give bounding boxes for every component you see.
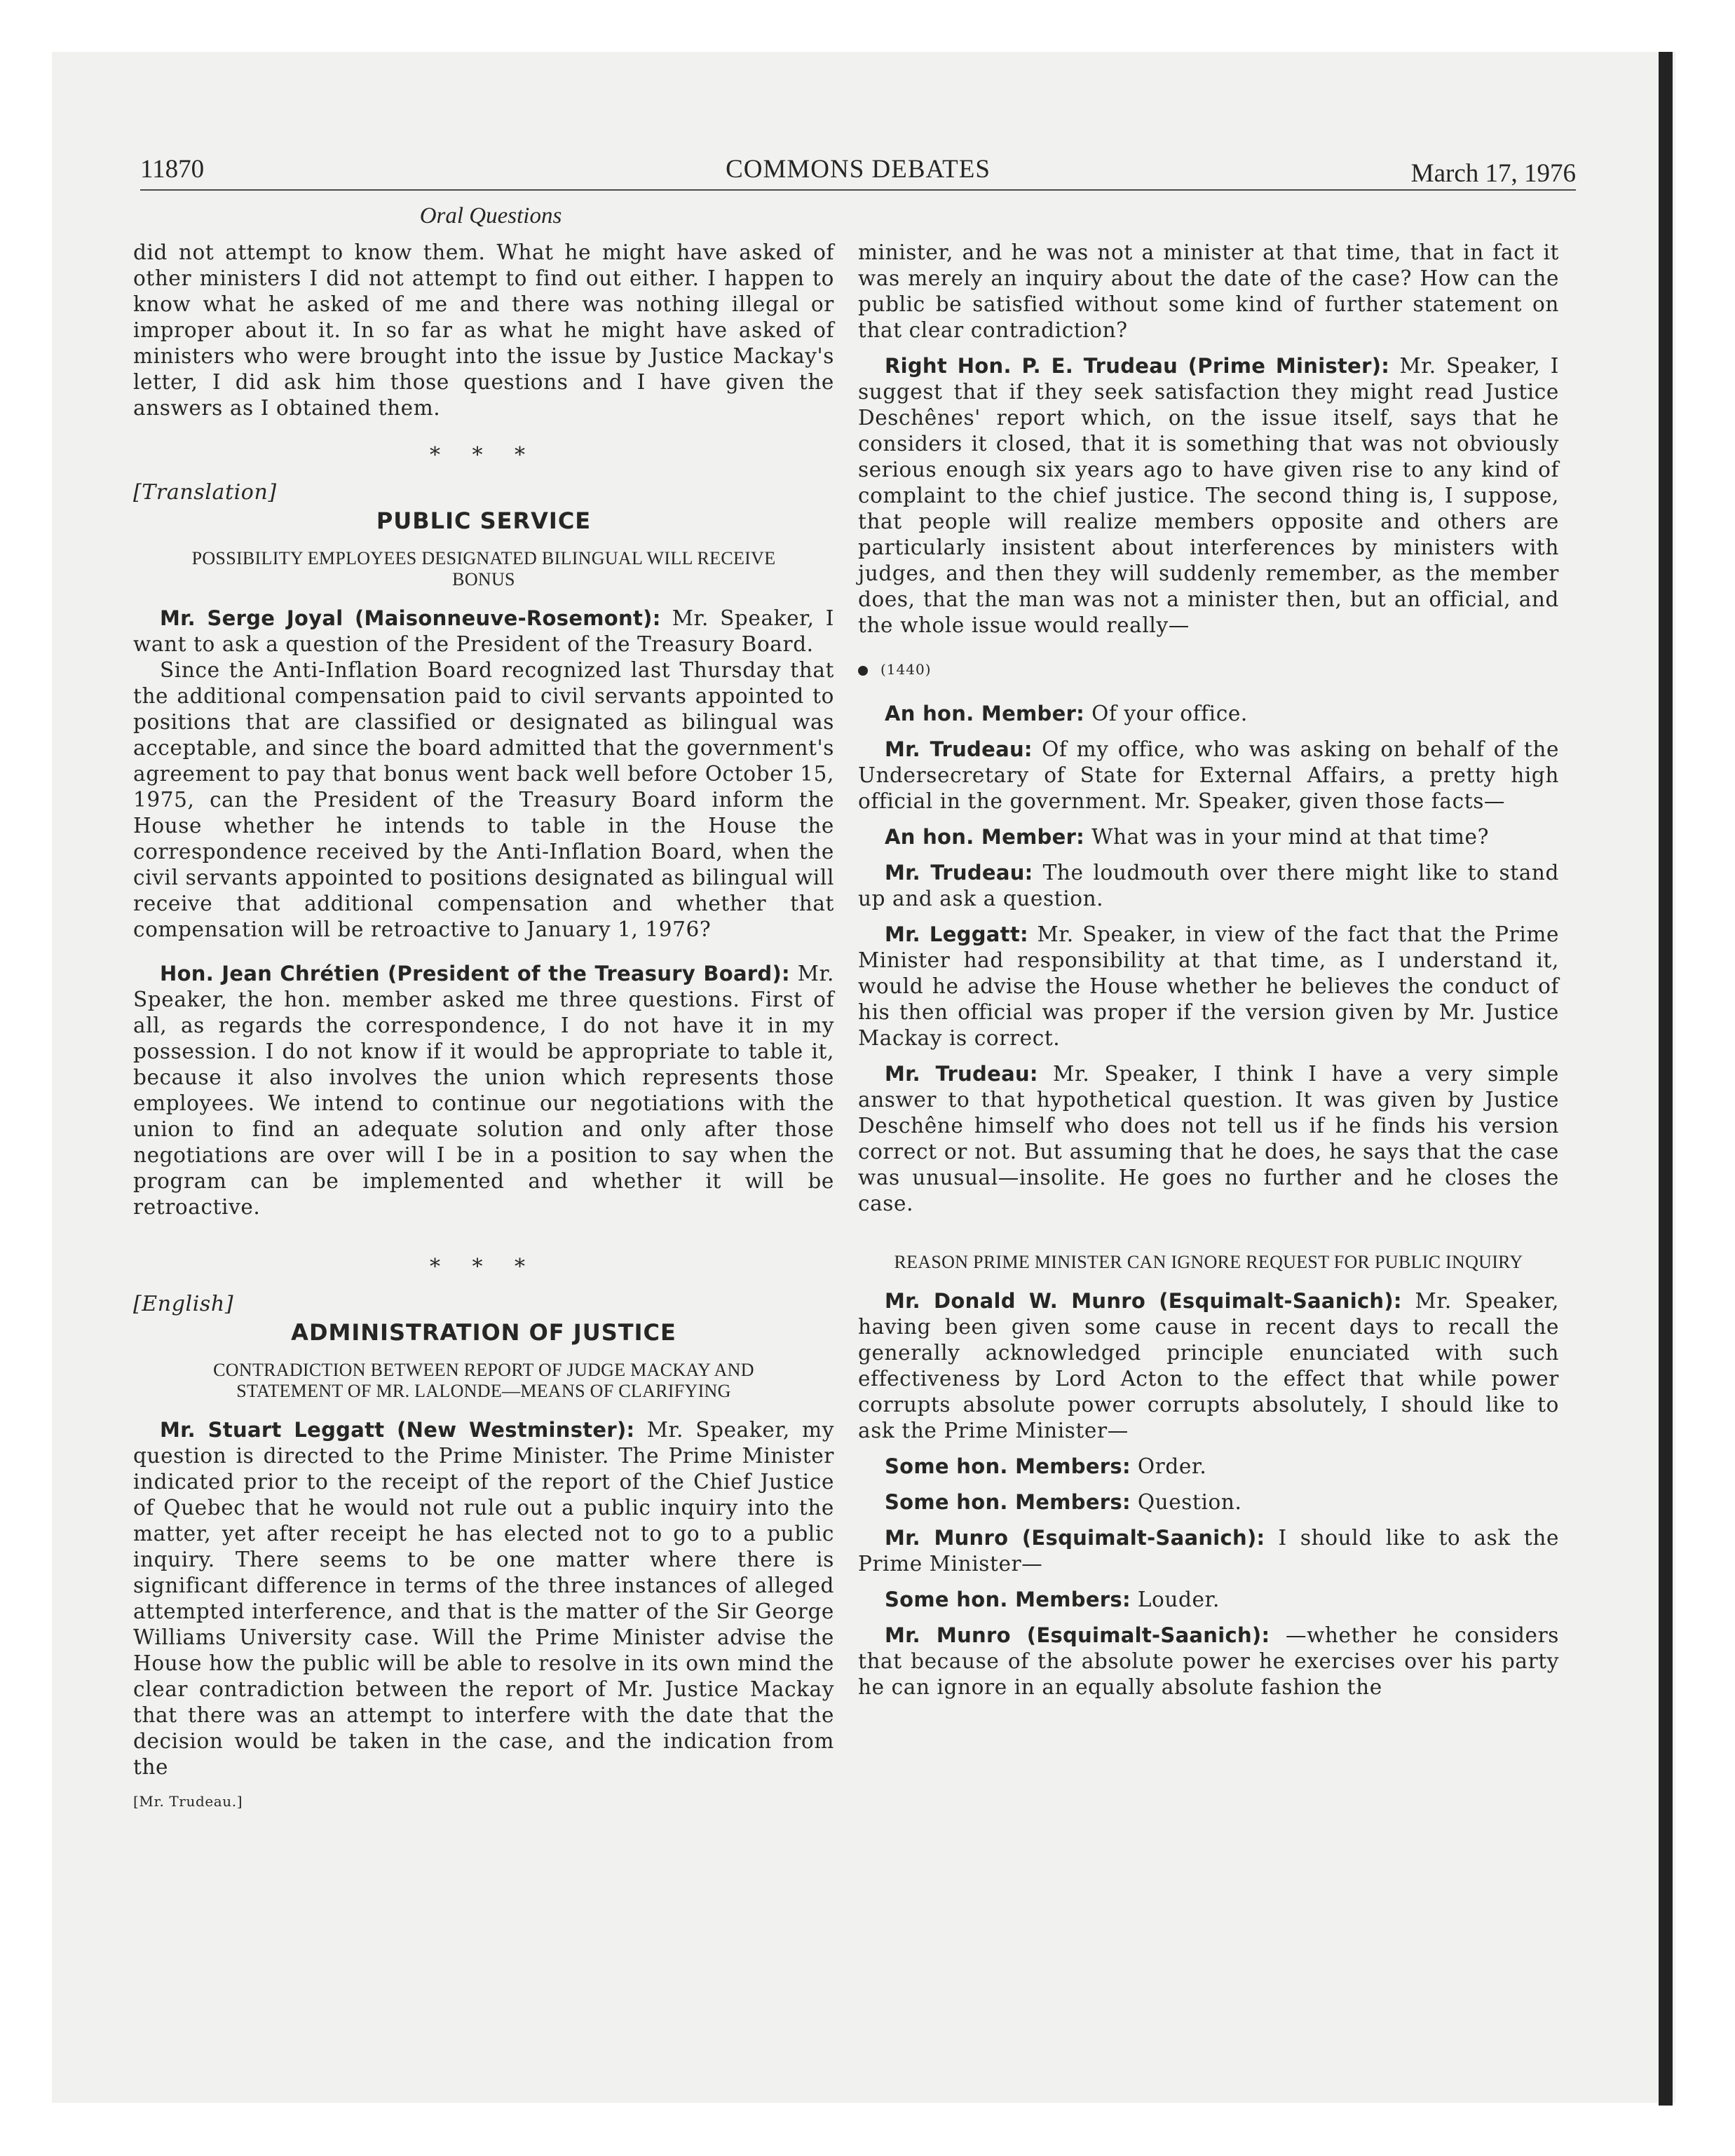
subheading: REASON PRIME MINISTER CAN IGNORE REQUEST FOR PUBLIC INQUIRY bbox=[894, 1252, 1523, 1272]
bullet-icon bbox=[858, 666, 868, 676]
subheading: CONTRADICTION BETWEEN REPORT OF JUDGE MACKAY AND STATEMENT OF MR. LALONDE—MEANS OF CLARIFYING bbox=[213, 1360, 754, 1401]
speech-text: What was in your mind at that time? bbox=[1091, 825, 1489, 849]
speaker-name: Mr. Munro (Esquimalt-Saanich): bbox=[885, 1526, 1265, 1550]
speaker-name: Mr. Leggatt: bbox=[885, 922, 1028, 946]
speech bbox=[858, 353, 1559, 639]
left-column bbox=[133, 240, 834, 1815]
speech bbox=[858, 860, 1559, 912]
speech-text: Of your office. bbox=[1091, 702, 1248, 725]
speech bbox=[858, 1288, 1559, 1444]
speaker-name: Right Hon. P. E. Trudeau (Prime Minister): bbox=[885, 354, 1390, 378]
speech-text: Mr. Speaker, I want to ask a question of the President of the Treasury Board. bbox=[133, 606, 834, 656]
speech-text: —whether he considers that because of the absolute power he exercises over his party he can ignore in an equally absolute fashion the bbox=[858, 1623, 1560, 1699]
speech-text: I should like to ask the Prime Minister— bbox=[858, 1526, 1559, 1576]
subheading: POSSIBILITY EMPLOYEES DESIGNATED BILINGUAL WILL RECEIVE BONUS bbox=[191, 548, 776, 589]
speech-text: Question. bbox=[1137, 1490, 1242, 1514]
speaker-name: Some hon. Members: bbox=[885, 1490, 1131, 1514]
speech bbox=[133, 606, 834, 657]
speaker-name: Mr. Trudeau: bbox=[885, 861, 1033, 885]
speech-text: Of my office, who was asking on behalf of the Undersecretary of State for External Affairs, a pretty high official in the government. Mr. Speaker, given those facts— bbox=[858, 737, 1559, 813]
speech bbox=[133, 1417, 834, 1780]
section-label: Oral Questions bbox=[419, 203, 562, 228]
speaker-name: Mr. Donald W. Munro (Esquimalt-Saanich): bbox=[885, 1289, 1402, 1313]
speech bbox=[858, 1623, 1559, 1700]
speaker-name: Mr. Trudeau: bbox=[885, 1062, 1038, 1086]
speaker-name: Some hon. Members: bbox=[885, 1454, 1131, 1478]
speaker-name: Mr. Serge Joyal (Maisonneuve-Rosemont): bbox=[160, 606, 661, 630]
speech-text: The loudmouth over there might like to stand up and ask a question. bbox=[858, 861, 1559, 910]
speaker-name: An hon. Member: bbox=[885, 825, 1085, 849]
speech-text: Mr. Speaker, having been given some cause in recent days to recall the generally acknowledged principle enunciated with such effectiveness by Lord Acton to the effect that while power corrupts absolute power corrupts absolutely, I should like to ask the Prime Minister— bbox=[858, 1289, 1559, 1442]
section-heading: ADMINISTRATION OF JUSTICE bbox=[291, 1319, 676, 1346]
speech-text: Mr. Speaker, I think I have a very simple answer to that hypothetical question. It was given by Justice Deschêne himself who does not tell us if he finds his version correct or not. But assuming that he does, he says that the case was unusual—insolite. He goes no further and he closes the case. bbox=[858, 1062, 1559, 1215]
publication-title: COMMONS DEBATES bbox=[726, 155, 991, 184]
speaker-name: Mr. Munro (Esquimalt-Saanich): bbox=[885, 1623, 1270, 1647]
section-divider: * * * bbox=[429, 443, 538, 468]
section-divider: * * * bbox=[429, 1255, 538, 1279]
time-marker-text: (1440) bbox=[880, 661, 932, 678]
paragraph: did not attempt to know them. What he might have asked of other ministers I did not attempt to find out either. I happen to know what he asked of me and there was nothing illegal or improper about it. In so far as what he might have asked of ministers who were brought into the issue by Justice Mackay's letter, I did ask him those questions and I have given the answers as I obtained them. bbox=[133, 240, 834, 420]
paragraph: Since the Anti-Inflation Board recognized last Thursday that the additional compensation paid to civil servants appointed to positions that are classified or designated as bilingual was acceptable, and since the board admitted that the government's agreement to pay that bonus went back well before October 15, 1975, can the President of the Treasury Board inform the House whether he intends to table in the House the correspondence received by the Anti-Inflation Board, when the civil servants appointed to positions designated as bilingual will receive that additional compensation and whether that compensation will be retroactive to January 1, 1976? bbox=[133, 658, 834, 941]
speech-text: Louder. bbox=[1137, 1588, 1220, 1611]
speech bbox=[858, 1454, 1559, 1480]
speech bbox=[858, 1061, 1559, 1217]
speaker-name: Mr. Trudeau: bbox=[885, 737, 1033, 761]
right-column bbox=[858, 240, 1559, 1700]
footnote: [Mr. Trudeau.] bbox=[133, 1793, 243, 1810]
paragraph: minister, and he was not a minister at that time, that in fact it was merely an inquiry about the date of the case? How can the public be satisfied without some kind of further statement on that clear contradiction? bbox=[858, 240, 1559, 342]
speech bbox=[133, 961, 834, 1220]
speech bbox=[858, 701, 1559, 727]
speech bbox=[858, 1587, 1559, 1613]
speaker-name: Hon. Jean Chrétien (President of the Treasury Board): bbox=[160, 962, 790, 985]
page-number: 11870 bbox=[140, 155, 205, 184]
speech bbox=[858, 824, 1559, 850]
time-marker bbox=[858, 657, 1559, 683]
speaker-name: An hon. Member: bbox=[885, 702, 1085, 725]
scan-edge-bar bbox=[1659, 52, 1673, 2106]
section-heading: PUBLIC SERVICE bbox=[376, 507, 592, 534]
page-header bbox=[140, 153, 1576, 191]
page-date: March 17, 1976 bbox=[1410, 159, 1576, 188]
speech-text: Mr. Speaker, I suggest that if they seek satisfaction they might read Justice Deschênes' report which, on the issue itself, says that he considers it closed, that it is something that was not obviously serious enough six years ago to have given rise to any kind of complaint to the chief justice. The second thing is, I suppose, that people will realize members opposite and others are particularly insistent about interferences by ministers with judges, and then they will suddenly remember, as the member does, that the man was not a minister then, but an official, and the whole issue would really— bbox=[858, 354, 1559, 637]
speech-text: Mr. Speaker, my question is directed to the Prime Minister. The Prime Minister indicated prior to the receipt of the report of the Chief Justice of Quebec that he would not rule out a public inquiry into the matter, yet after receipt he has elected not to go to a public inquiry. There seems to be one matter where there is significant difference in terms of the three instances of alleged attempted interference, and that is the matter of the Sir George Williams University case. Will the Prime Minister advise the House how the public will be able to resolve in its own mind the clear contradiction between the report of Mr. Justice Mackay that there was an attempt to interfere with the date that the decision would be taken in the case, and the indication from the bbox=[133, 1418, 834, 1779]
speech-text: Mr. Speaker, the hon. member asked me three questions. First of all, as regards the correspondence, I do not have it in my possession. I do not know if it would be appropriate to table it, because it also involves the union which represents those employees. We intend to continue our negotiations with the union to find an adequate solution and only after those negotiations are over will I be in a position to say when the program can be implemented and whether it will be retroactive. bbox=[133, 962, 834, 1219]
speech bbox=[858, 737, 1559, 814]
speech-text: Mr. Speaker, in view of the fact that the Prime Minister had responsibility at that time, as I understand it, would he advise the House whether he believes the conduct of his then official was proper if the version given by Mr. Justice Mackay is correct. bbox=[858, 922, 1559, 1050]
speech-text: Order. bbox=[1137, 1454, 1207, 1478]
speech bbox=[858, 1489, 1559, 1515]
speaker-name: Some hon. Members: bbox=[885, 1588, 1131, 1611]
language-label: [English] bbox=[133, 1292, 234, 1316]
speaker-name: Mr. Stuart Leggatt (New Westminster): bbox=[160, 1418, 635, 1442]
language-label: [Translation] bbox=[133, 480, 277, 505]
speech bbox=[858, 1525, 1559, 1577]
speech bbox=[858, 922, 1559, 1051]
